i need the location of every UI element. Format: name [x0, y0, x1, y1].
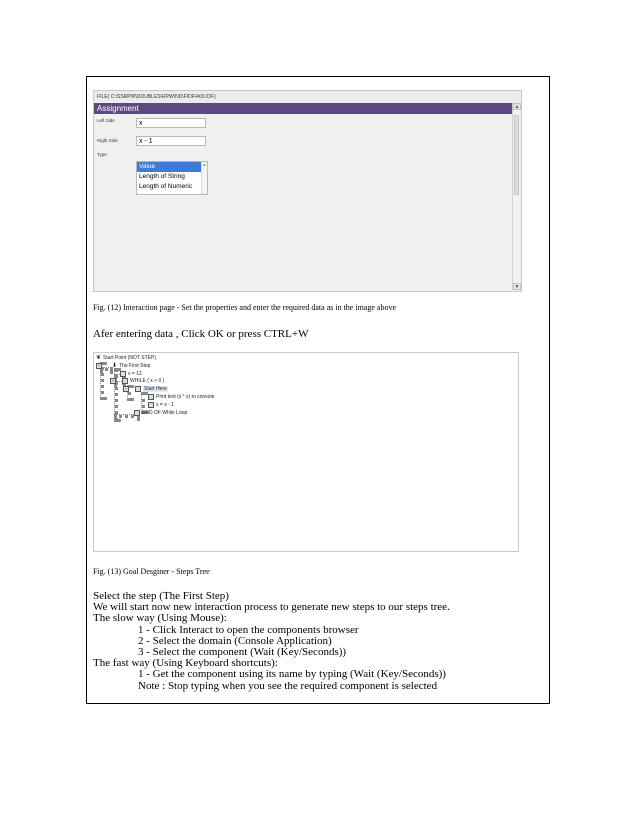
instructions: [93, 591, 450, 692]
figure-13-caption: Fig. (13) Goal Desginer - Steps Tree: [93, 567, 210, 576]
right-side-input[interactable]: x - 1: [136, 136, 206, 146]
box-icon: [122, 378, 128, 384]
tree-node-label: WHILE ( x > 0 ): [130, 378, 165, 384]
scroll-up-icon[interactable]: ▲: [514, 104, 520, 110]
tree-node-label: x = 12: [128, 371, 142, 377]
collapse-icon[interactable]: −: [124, 386, 128, 391]
assignment-header: Assignment: [94, 103, 521, 114]
after-entering-text: Afer entering data , Click OK or press CTRL+W: [93, 328, 309, 340]
type-label: Type: [97, 152, 107, 157]
tree-node-end-while[interactable]: [134, 410, 187, 416]
type-option-length-numeric[interactable]: Length of Numeric: [139, 183, 193, 190]
right-side-label: Right Side: [97, 138, 118, 143]
box-icon: [120, 371, 126, 377]
steps-tree-screenshot: [93, 352, 519, 552]
file-path: FILE( C:\SSRPW\DOUBLES\RPW\ND\FIDF\403.IDF): [94, 91, 521, 103]
instruction-line: 3 - Select the component (Wait (Key/Seconds)): [138, 646, 347, 659]
box-icon: [148, 394, 154, 400]
type-listbox-scrollbar[interactable]: ▲: [201, 162, 207, 194]
bird-icon: ❦: [96, 354, 102, 361]
scroll-down-icon[interactable]: ▼: [514, 284, 520, 290]
tree-node-while[interactable]: [110, 378, 164, 384]
instruction-line: 1 - Click Interact to open the components browser: [138, 623, 359, 636]
type-option-length-string[interactable]: Length of String: [139, 173, 185, 180]
collapse-icon[interactable]: −: [111, 378, 115, 383]
tree-node-label: x = x - 1: [156, 402, 174, 408]
tree-node-start-here[interactable]: [123, 386, 168, 392]
tree-node-label: The First Step: [119, 363, 151, 369]
tree-node-first-step[interactable]: [96, 363, 150, 369]
tree-node-label: Start Point (NOT STEP): [103, 355, 157, 361]
left-side-input[interactable]: x: [136, 118, 206, 128]
instruction-line: Note : Stop typing when you see the required component is selected: [138, 679, 438, 692]
box-icon: [134, 410, 140, 416]
tree-node-print-text[interactable]: [148, 394, 214, 400]
instruction-line: Select the step (The First Step): [93, 590, 229, 602]
assignment-screenshot: [93, 90, 522, 292]
tree-node-label: Start Here: [144, 386, 167, 392]
arrow-down-icon: ⬇: [112, 362, 118, 369]
tree-node-x-equals-12[interactable]: [120, 371, 142, 377]
tree-node-label: Print text (x * x) to console: [156, 394, 215, 400]
box-icon: [135, 386, 141, 392]
instruction-line: The fast way (Using Keyboard shortcuts):: [93, 657, 278, 670]
form-scrollbar[interactable]: [512, 103, 521, 290]
figure-12-caption: Fig. (12) Interaction page - Set the properties and enter the required data as in the image above: [93, 303, 396, 312]
instruction-line: We will start now new interaction process to generate new steps to our steps tree.: [93, 601, 450, 614]
tree-node-start-point[interactable]: [96, 355, 156, 361]
box-icon: [148, 402, 154, 408]
collapse-icon[interactable]: −: [97, 363, 101, 368]
instruction-line: The slow way (Using Mouse):: [93, 612, 227, 625]
tree-node-label: END OF While Loop: [142, 410, 188, 416]
instruction-line: 2 - Select the domain (Console Application): [138, 634, 332, 647]
assignment-form: [94, 114, 521, 291]
tree-node-x-decrement[interactable]: [148, 402, 174, 408]
instruction-line: 1 - Get the component using its name by typing (Wait (Key/Seconds)): [138, 668, 446, 681]
scroll-thumb[interactable]: [514, 115, 519, 195]
type-listbox[interactable]: [136, 161, 208, 195]
type-option-value[interactable]: Value: [137, 162, 207, 172]
left-side-label: Left Side: [97, 118, 115, 123]
